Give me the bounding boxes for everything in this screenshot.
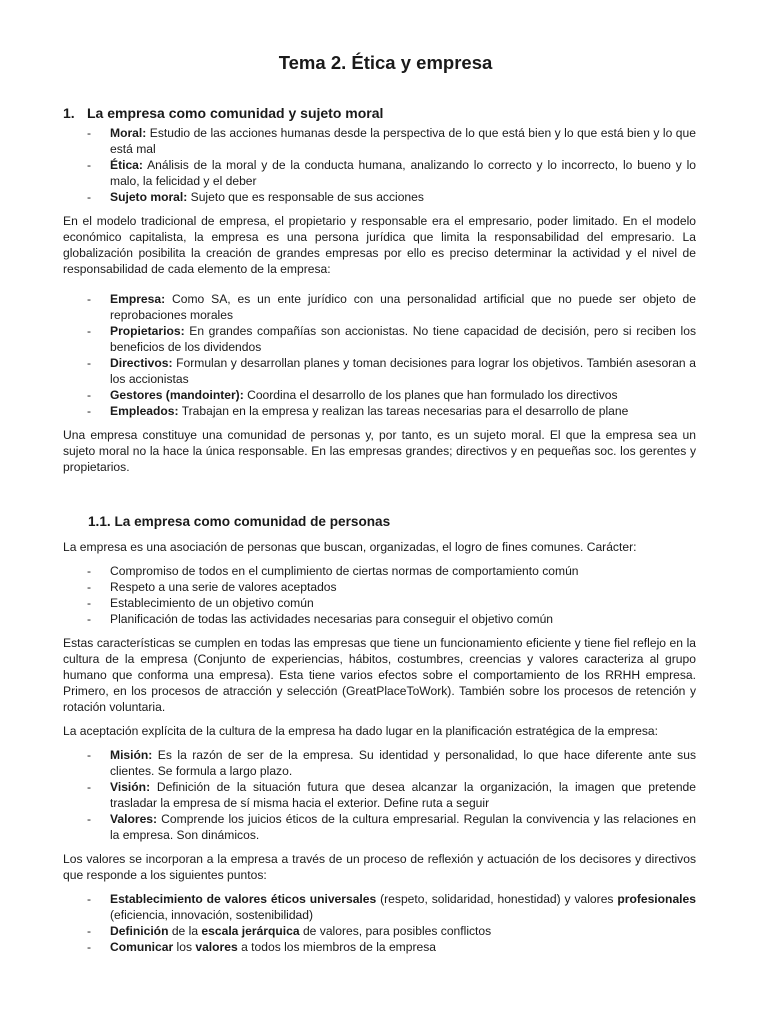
term-label: Valores: — [110, 812, 158, 826]
list-item — [110, 939, 696, 955]
term-label: Directivos: — [110, 356, 173, 370]
list-item: - Establecimiento de un objetivo común — [110, 595, 696, 611]
list-item — [110, 403, 696, 419]
emphasis: Establecimiento de valores éticos universales — [110, 892, 377, 906]
text: (respeto, solidaridad, honestidad) y valores — [376, 892, 618, 906]
term-label: Propietarios: — [110, 324, 185, 338]
strategy-list — [63, 747, 696, 843]
text: de la — [168, 924, 202, 938]
emphasis: escala jerárquica — [201, 924, 300, 938]
list-item — [110, 779, 696, 811]
text: los — [173, 940, 196, 954]
term-text: En grandes compañías son accionistas. No tiene capacidad de decisión, pero si reciben los beneficios de los dividendos — [110, 324, 696, 354]
list-item — [110, 923, 696, 939]
list-item: - Planificación de todas las actividades necesarias para conseguir el objetivo común — [110, 611, 696, 627]
emphasis: Comunicar — [110, 940, 174, 954]
list-item: - Compromiso de todos en el cumplimiento de ciertas normas de comportamiento común — [110, 563, 696, 579]
term-text: Sujeto que es responsable de sus acciones — [187, 190, 424, 204]
list-item — [110, 125, 696, 157]
section-1-title: La empresa como comunidad y sujeto moral — [87, 105, 384, 121]
term-label: Moral: — [110, 126, 147, 140]
text: de valores, para posibles conflictos — [299, 924, 492, 938]
term-text: Es la razón de ser de la empresa. Su identidad y personalidad, lo que hace diferente ante sus clientes. Se formula a largo plazo. — [110, 748, 696, 778]
list-item — [110, 323, 696, 355]
definitions-list — [63, 125, 696, 205]
term-label: Misión: — [110, 748, 153, 762]
term-text: Como SA, es un ente jurídico con una personalidad artificial que no puede ser objeto de reprobaciones morales — [110, 292, 696, 322]
emphasis: Definición — [110, 924, 169, 938]
term-label: Visión: — [110, 780, 151, 794]
list-item — [110, 355, 696, 387]
list-item — [110, 387, 696, 403]
paragraph: Los valores se incorporan a la empresa a través de un proceso de reflexión y actuación de los decisores y directivos que responde a los siguientes puntos: — [63, 852, 696, 882]
emphasis: profesionales — [617, 892, 696, 906]
list-item — [110, 157, 696, 189]
emphasis: valores — [195, 940, 238, 954]
section-1-number: 1. — [63, 105, 75, 121]
paragraph: En el modelo tradicional de empresa, el propietario y responsable era el empresario, poder limitado. En el modelo económico capitalista, la empresa es una persona jurídica que limita la responsabilidad del empresario. La globalización posibilita la creación de grandes empresas por ello es preciso determinar la actividad y el nivel de responsabilidad de cada elemento de la empresa: — [63, 214, 696, 276]
term-text: Coordina el desarrollo de los planes que han formulado los directivos — [243, 388, 618, 402]
term-label: Empleados: — [110, 404, 179, 418]
list-item — [110, 189, 696, 205]
term-text: Formulan y desarrollan planes y toman decisiones para lograr los objetivos. También asesoran a los accionistas — [110, 356, 696, 386]
company-elements-list — [63, 291, 696, 419]
text: (eficiencia, innovación, sostenibilidad) — [110, 908, 314, 922]
term-label: Empresa: — [110, 292, 166, 306]
list-item — [110, 291, 696, 323]
term-text: Comprende los juicios éticos de la cultura empresarial. Regulan la convivencia y las relaciones en la empresa. Son dinámicos. — [110, 812, 696, 842]
section-1-1-heading: 1.1. La empresa como comunidad de personas — [88, 514, 391, 529]
term-text: Trabajan en la empresa y realizan las tareas necesarias para el desarrollo de plane — [178, 404, 629, 418]
term-label: Gestores (mandointer): — [110, 388, 244, 402]
values-points-list — [63, 891, 696, 955]
document-title: Tema 2. Ética y empresa — [278, 52, 493, 73]
term-label: Sujeto moral: — [110, 190, 188, 204]
traits-list — [63, 563, 696, 627]
paragraph: La aceptación explícita de la cultura de la empresa ha dado lugar en la planificación estratégica de la empresa: — [63, 724, 658, 738]
list-item — [110, 811, 696, 843]
paragraph: Estas características se cumplen en todas las empresas que tiene un funcionamiento eficiente y tiene fiel reflejo en la cultura de la empresa (Conjunto de experiencias, hábitos, costumbres, creencias y valores caracteriza al grupo humano que conforma una empresa). Esta tiene varios efectos sobre el comportamiento de los RRHH empresa. Primero, en los procesos de atracción y selección (GreatPlaceToWork). También sobre los procesos de retención y rotación voluntaria. — [63, 636, 696, 714]
paragraph: Una empresa constituye una comunidad de personas y, por tanto, es un sujeto moral. El que la empresa sea un sujeto moral no la hace la única responsable. En las empresas grandes; directivos y en pequeñas soc. los gerentes y propietarios. — [63, 428, 696, 474]
section-1-heading — [63, 104, 696, 122]
term-text: Definición de la situación futura que desea alcanzar la organización, la imagen que pretende trasladar la empresa de sí misma hacia el exterior. Define ruta a seguir — [110, 780, 696, 810]
list-item: - Respeto a una serie de valores aceptados — [110, 579, 696, 595]
text: a todos los miembros de la empresa — [237, 940, 437, 954]
term-text: Análisis de la moral y de la conducta humana, analizando lo correcto y lo incorrecto, lo bueno y lo malo, la felicidad y el deber — [110, 158, 696, 188]
list-item — [110, 747, 696, 779]
paragraph: La empresa es una asociación de personas que buscan, organizadas, el logro de fines comunes. Carácter: — [63, 540, 637, 554]
term-label: Ética: — [110, 158, 143, 172]
term-text: Estudio de las acciones humanas desde la perspectiva de lo que está bien y lo que está bien y lo que está mal — [110, 126, 696, 156]
list-item — [110, 891, 696, 923]
